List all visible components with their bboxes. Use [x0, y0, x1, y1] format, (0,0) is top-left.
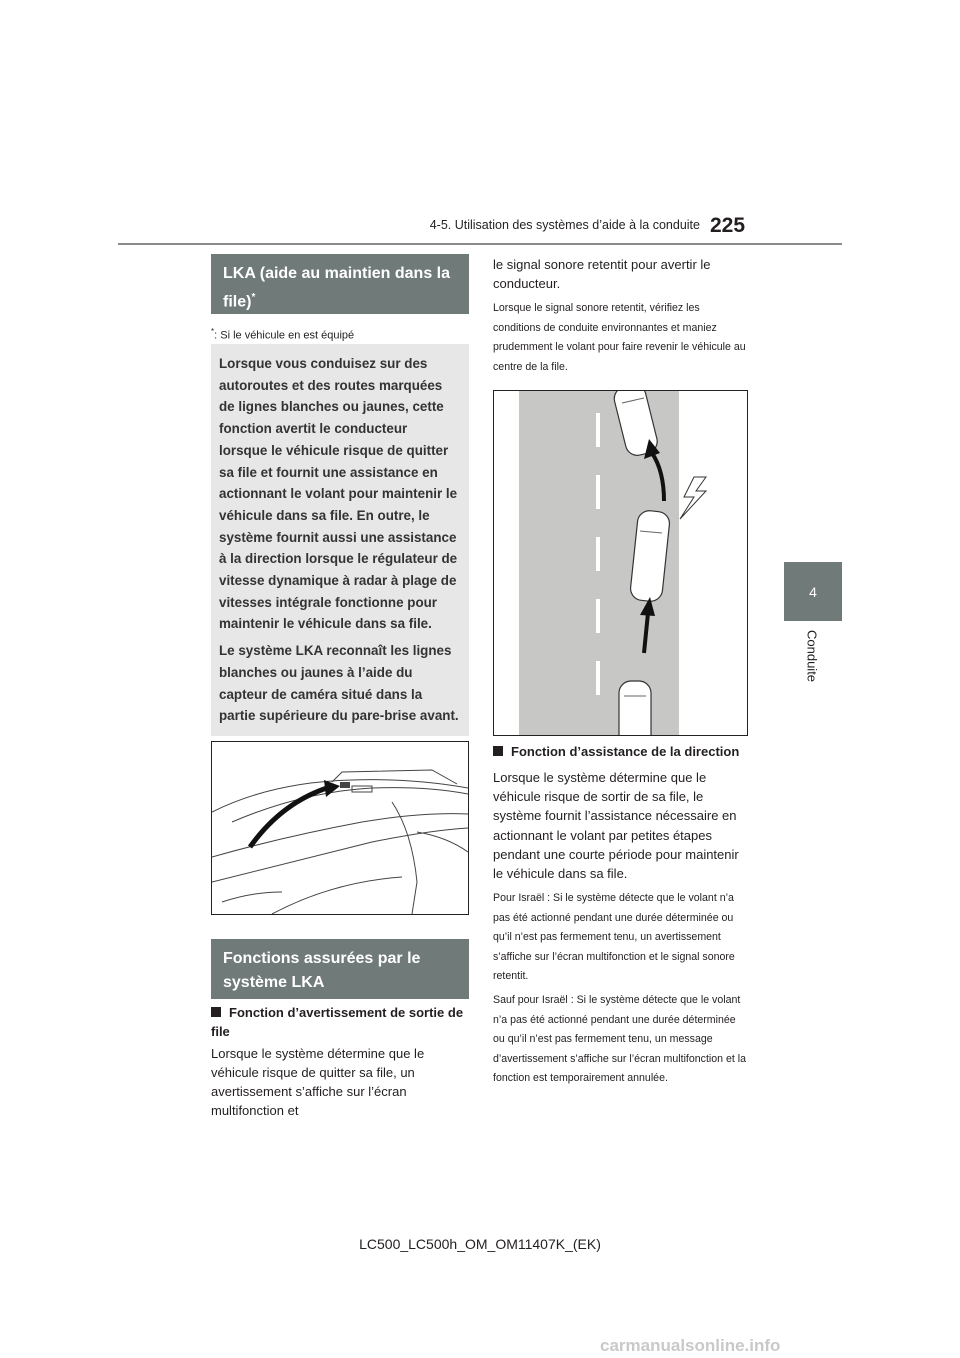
footnote-text: : Si le véhicule en est équipé [214, 329, 355, 342]
functions-section-heading: Fonctions assurées par le système LKA [211, 939, 469, 999]
departure-warning-subheading [211, 1003, 469, 1041]
steering-assist-body: Lorsque le système détermine que le véhicule risque de sortir de sa file, le système fournit l’assistance nécessaire en actionnant le volant par petites étapes pendant une courte période pour maintenir le véhicule dans sa file. [493, 770, 739, 882]
document-code: LC500_LC500h_OM_OM11407K_(EK) [359, 1236, 601, 1252]
car-windshield-drawing [212, 742, 468, 914]
non-israel-note: Sauf pour Israël : Si le système détecte que le volant n’a pas été actionné pendant une durée déterminée ou qu’il n’est pas fermement tenu, un message d’avertissement s’affiche sur l’écran multifonction et la fonction est temporairement annulée. [493, 994, 746, 1085]
chapter-number: 4 [809, 583, 817, 600]
chapter-label: Conduite [804, 630, 820, 683]
road-lane-drawing [494, 391, 747, 735]
page-number: 225 [710, 214, 746, 237]
intro-paragraph-2: Le système LKA reconnaît les lignes blanches ou jaunes à l’aide du capteur de caméra situé dans la partie supérieure du pare-brise avant. [219, 643, 459, 724]
footnote-mark: * [211, 327, 215, 336]
departure-warning-body-continued: le signal sonore retentit pour avertir le conducteur. [493, 257, 711, 291]
lka-section-heading [211, 254, 469, 314]
square-bullet-icon [493, 746, 503, 756]
square-bullet-icon [211, 1007, 221, 1017]
lka-heading-text: LKA (aide au maintien dans la file) [223, 265, 451, 311]
steering-assist-title: Fonction d’assistance de la direction [511, 744, 740, 759]
intro-paragraph-1: Lorsque vous conduisez sur des autoroutes et des routes marquées de lignes blanches ou jaunes, cette fonction avertit le conducteur lorsque le véhicule risque de quitter sa file et fournit une assistance en actionnant le volant pour maintenir le véhicule dans sa file. En outre, le système fournit aussi une assistance à la direction lorsque le régulateur de vitesse dynamique à radar à plage de vitesses intégrale fonctionne pour maintenir le véhicule dans sa file. [219, 356, 458, 632]
camera-sensor-illustration [211, 741, 469, 915]
chapter-tab [784, 562, 842, 621]
israel-note: Pour Israël : Si le système détecte que le volant n’a pas été actionné pendant une durée déterminée ou qu’il n’est pas fermement tenu, un avertissement s’affiche sur l’écran multifonction et le signal sonore retentit. [493, 892, 735, 983]
watermark: carmanualsonline.info [600, 1336, 781, 1355]
lane-departure-illustration [493, 390, 748, 736]
lka-heading-mark: * [251, 292, 256, 303]
equipment-footnote [211, 327, 354, 342]
departure-warning-title: Fonction d’avertissement de sortie de file [211, 1005, 464, 1039]
running-header-section: 4-5. Utilisation des systèmes d’aide à la conduite [429, 218, 700, 232]
header-divider [118, 243, 842, 245]
steering-assist-subheading [493, 742, 748, 761]
departure-warning-body: Lorsque le système détermine que le véhicule risque de quitter sa file, un avertissement s’affiche sur l’écran multifonction et [211, 1046, 425, 1118]
lka-intro-box [211, 344, 469, 736]
departure-warning-note: Lorsque le signal sonore retentit, vérifiez les conditions de conduite environnantes et maniez prudemment le volant pour faire revenir le véhicule au centre de la file. [493, 302, 746, 373]
